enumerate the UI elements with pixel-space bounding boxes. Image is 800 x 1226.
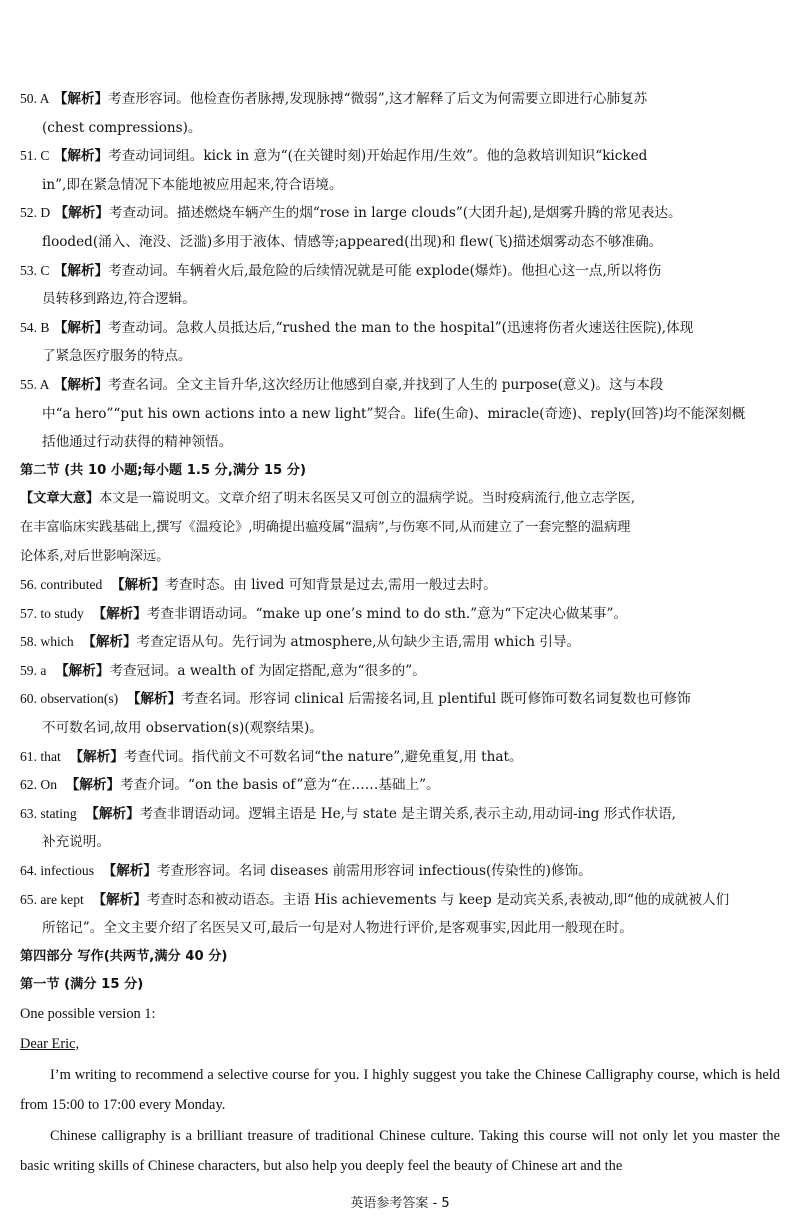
answer-item: 55. A 【解析】考查名词。全文主旨升华,这次经历让他感到自豪,并找到了人生的 purpose(意义)。这与本段 (20, 376, 664, 393)
page-content (20, 85, 780, 1182)
answer-continuation: 中“a hero”“put his own actions into a new light”契合。life(生命)、miracle(奇迹)、reply(回答)均不能深刻概 (42, 405, 746, 422)
answer-continuation: 员转移到路边,符合逻辑。 (42, 291, 196, 308)
section-heading: 第二节 (共 10 小题;每小题 1.5 分,满分 15 分) (20, 462, 306, 478)
part-heading: 第四部分 写作(共两节,满分 40 分) (20, 948, 228, 964)
version-label: One possible version 1: (20, 1006, 156, 1022)
answer-continuation: 括他通过行动获得的精神领悟。 (42, 434, 233, 451)
sub-section-heading: 第一节 (满分 15 分) (20, 977, 144, 993)
answer-item: 60. observation(s) 【解析】考查名词。形容词 clinical 后需接名词,且 plentiful 既可修饰可数名词复数也可修饰 (20, 691, 691, 708)
answer-list-grammar (20, 571, 780, 943)
answer-item: 50. A 【解析】考查形容词。他检查伤者脉搏,发现脉搏“微弱”,这才解释了后文为何需要立即进行心肺复苏 (20, 91, 648, 107)
answer-item: 52. D 【解析】考查动词。描述燃烧车辆产生的烟“rose in large clouds”(大团升起),是烟雾升腾的常见表达。 (20, 205, 682, 222)
answer-item: 53. C 【解析】考查动词。车辆着火后,最危险的后续情况就是可能 explode(爆炸)。他担心这一点,所以将伤 (20, 262, 662, 279)
answer-continuation: 补充说明。 (42, 834, 110, 851)
answer-continuation: (chest compressions)。 (42, 119, 202, 136)
answer-continuation: 了紧急医疗服务的特点。 (42, 348, 192, 365)
answer-item: 57. to study 【解析】考查非谓语动词。“make up one’s mind to do sth.”意为“下定决心做某事”。 (20, 605, 628, 622)
answer-list-cloze (20, 85, 780, 457)
answer-item: 58. which 【解析】考查定语从句。先行词为 atmosphere,从句缺少主语,需用 which 引导。 (20, 634, 581, 651)
answer-continuation: in”,即在紧急情况下本能地被应用起来,符合语境。 (42, 176, 343, 193)
answer-item: 63. stating 【解析】考查非谓语动词。逻辑主语是 He,与 state 是主谓关系,表示主动,用动词-ing 形式作状语, (20, 805, 676, 822)
answer-item: 59. a 【解析】考查冠词。a wealth of 为固定搭配,意为“很多的”。 (20, 662, 426, 679)
answer-item: 56. contributed 【解析】考查时态。由 lived 可知背景是过去,需用一般过去时。 (20, 577, 497, 594)
article-summary: 【文章大意】本文是一篇说明文。文章介绍了明末名医吴又可创立的温病学说。当时疫病流行,他立志学医, (20, 491, 636, 507)
essay-paragraph: Chinese calligraphy is a brilliant treasure of traditional Chinese culture. Taking this course will not only let you master the basic writing skills of Chinese characters, but also help you deeply feel the beauty of Chinese art and the (20, 1127, 780, 1175)
essay-paragraph: I’m writing to recommend a selective course for you. I highly suggest you take the Chinese Calligraphy course, which is held from 15:00 to 17:00 every Monday. (20, 1066, 780, 1114)
answer-item: 65. are kept 【解析】考查时态和被动语态。主语 His achievements 与 keep 是动宾关系,表被动,即“他的成就被人们 (20, 891, 730, 908)
answer-item: 54. B 【解析】考查动词。急救人员抵达后,“rushed the man to the hospital”(迅速将伤者火速送往医院),体现 (20, 319, 694, 336)
answer-item: 61. that 【解析】考查代词。指代前文不可数名词“the nature”,避免重复,用 that。 (20, 748, 523, 765)
answer-continuation: flooded(涌入、淹没、泛滥)多用于液体、情感等;appeared(出现)和 flew(飞)描述烟雾动态不够准确。 (42, 233, 663, 250)
page-footer: 英语参考答案 - 5 (350, 1196, 450, 1211)
answer-continuation: 所铭记”。全文主要介绍了名医吴又可,最后一句是对人物进行评价,是客观事实,因此用一般现在时。 (42, 920, 633, 937)
letter-salutation: Dear Eric, (20, 1035, 80, 1052)
article-summary-line: 在丰富临床实践基础上,撰写《温疫论》,明确提出瘟疫属“温病”,与伤寒不同,从而建立了一套完整的温病理 (20, 519, 631, 535)
answer-continuation: 不可数名词,故用 observation(s)(观察结果)。 (42, 720, 323, 737)
answer-item: 62. On 【解析】考查介词。“on the basis of”意为“在……基础上”。 (20, 777, 440, 794)
article-summary-line: 论体系,对后世影响深远。 (20, 548, 170, 564)
answer-item: 64. infectious 【解析】考查形容词。名词 diseases 前需用形容词 infectious(传染性的)修饰。 (20, 863, 592, 880)
answer-item: 51. C 【解析】考查动词词组。kick in 意为“(在关键时刻)开始起作用/生效”。他的急救培训知识“kicked (20, 148, 648, 165)
